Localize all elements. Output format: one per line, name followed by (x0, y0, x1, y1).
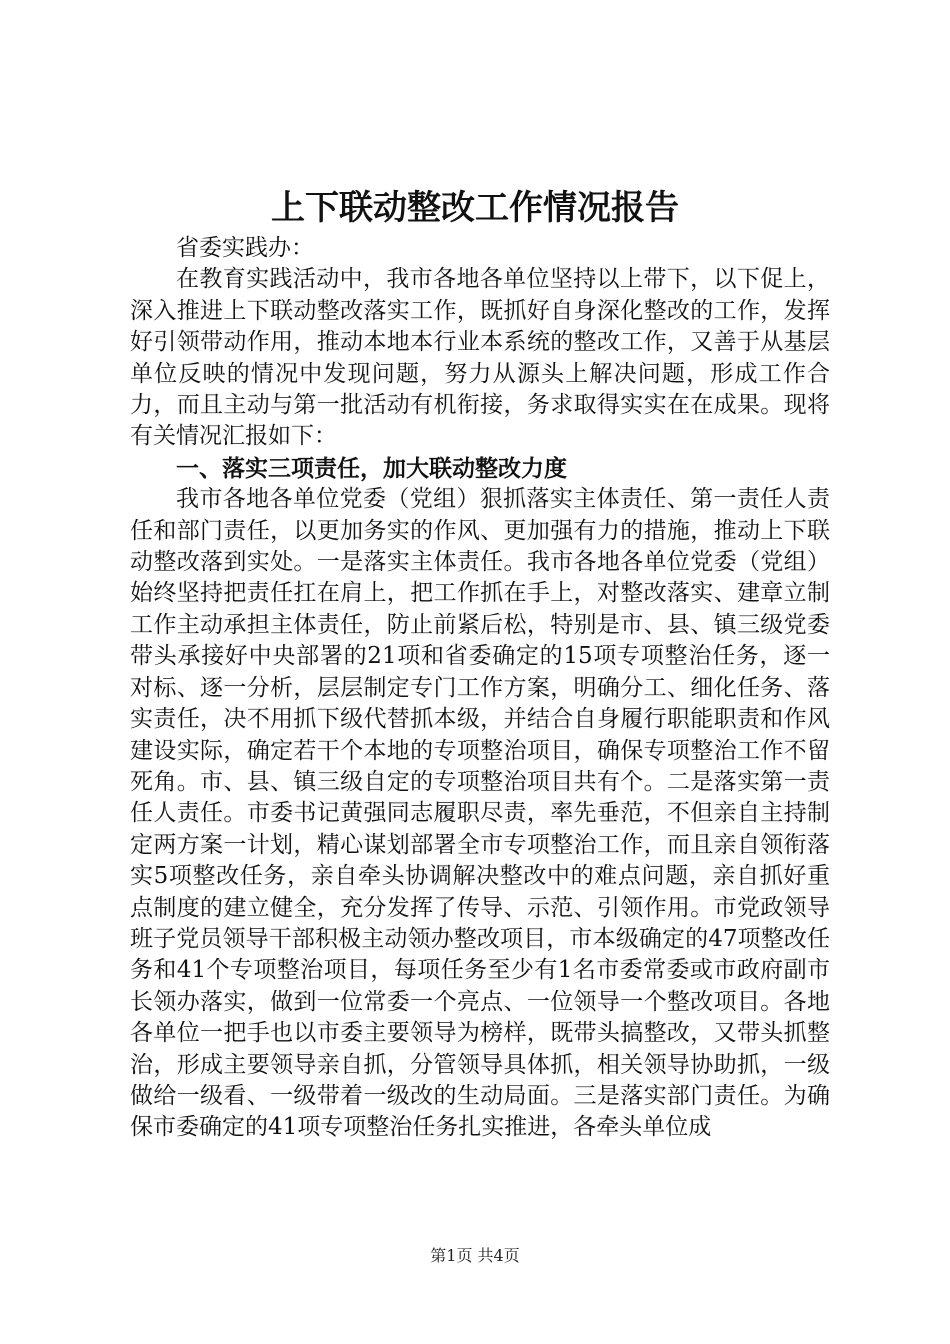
page-number-footer: 第1页 共4页 (430, 1246, 520, 1265)
section-paragraph: 我市各地各单位党委（党组）狠抓落实主体责任、第一责任人责任和部门责任，以更加务实的作风、更加强有力的措施，推动上下联动整改落到实处。一是落实主体责任。我市各地各单位党委（党组）始终坚持把责任扛在肩上，把工作抓在手上，对整改落实、建章立制工作主动承担主体责任，防止前紧后松，特别是市、县、镇三级党委带头承接好中央部署的21项和省委确定的15项专项整治任务，逐一对标、逐一分析，层层制定专门工作方案，明确分工、细化任务、落实责任，决不用抓下级代替抓本级，并结合自身履行职能职责和作风建设实际，确定若干个本地的专项整治项目，确保专项整治工作不留死角。市、县、镇三级自定的专项整治项目共有个。二是落实第一责任人责任。市委书记黄强同志履职尽责，率先垂范，不但亲自主持制定两方案一计划，精心谋划部署全市专项整治工作，而且亲自领衔落实5项整改任务，亲自牵头协调解决整改中的难点问题，亲自抓好重点制度的建立健全，充分发挥了传导、示范、引领作用。市党政领导班子党员领导干部积极主动领办整改项目，市本级确定的47项整改任务和41个专项整治项目，每项任务至少有1名市委常委或市政府副市长领办落实，做到一位常委一个亮点、一位领导一个整改项目。各地各单位一把手也以市委主要领导为榜样，既带头搞整改，又带头抓整治，形成主要领导亲自抓，分管领导具体抓，相关领导协助抓，一级做给一级看、一级带着一级改的生动局面。三是落实部门责任。为确保市委确定的41项专项整治任务扎实推进，各牵头单位成 (130, 486, 830, 1141)
salutation: 省委实践办： (176, 235, 314, 261)
section-heading: 一、落实三项责任，加大联动整改力度 (176, 454, 567, 482)
document-title: 上下联动整改工作情况报告 (271, 188, 679, 228)
intro-paragraph: 在教育实践活动中，我市各地各单位坚持以上带下，以下促上，深入推进上下联动整改落实工作，既抓好自身深化整改的工作，发挥好引领带动作用，推动本地本行业本系统的整改工作，又善于从基层单位反映的情况中发现问题，努力从源头上解决问题，形成工作合力，而且主动与第一批活动有机衔接，务求取得实实在在成果。现将有关情况汇报如下： (130, 266, 830, 450)
document-body (130, 233, 830, 1144)
